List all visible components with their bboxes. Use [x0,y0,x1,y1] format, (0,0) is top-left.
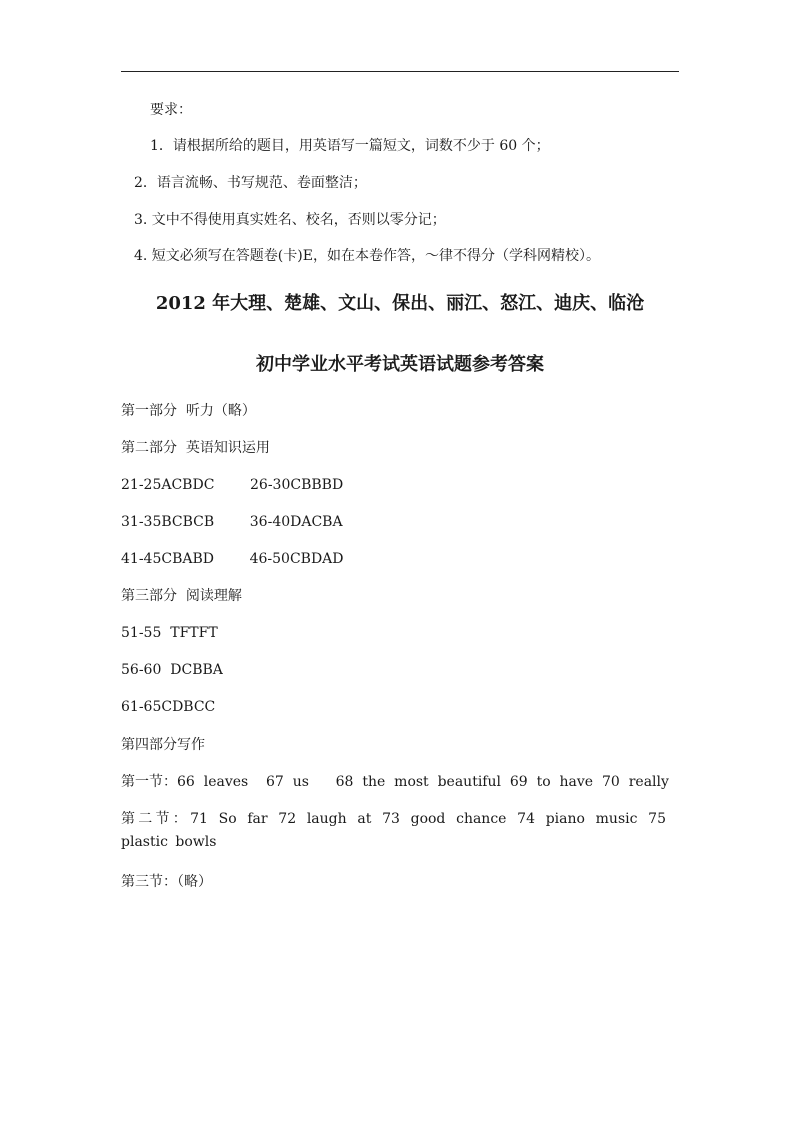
part-1-answers: 第一节：66 leaves 67 us 68 the most beautiful 69 to have 70 really [121,774,669,790]
answers-31-40: 31-35BCBCB 36-40DACBA [121,514,343,530]
requirement-item-1: 1．请根据所给的题目，用英语写一篇短文，词数不少于 60 个； [150,138,550,154]
requirement-item-4: 4. 短文必须写在答题卷(卡)E，如在本卷作答，～律不得分（学科网精校）。 [134,248,600,264]
section-1-listening: 第一部分 听力（略） [121,403,256,419]
requirement-item-3: 3. 文中不得使用真实姓名、校名，否则以零分记； [134,212,446,228]
header-rule [121,71,679,72]
requirements-label: 要求： [150,102,192,118]
answers-21-30: 21-25ACBDC 26-30CBBBD [121,477,344,493]
answers-41-50: 41-45CBABD 46-50CBDAD [121,551,344,567]
answers-51-55: 51-55 TFTFT [121,625,218,641]
requirement-item-2: 2．语言流畅、书写规范、卷面整洁； [134,175,367,191]
answer-title-line-2: 初中学业水平考试英语试题参考答案 [256,354,544,375]
answers-56-60: 56-60 DCBBA [121,662,223,678]
section-3-reading: 第三部分 阅读理解 [121,588,242,604]
answers-61-65: 61-65CDBCC [121,699,216,715]
answer-title-line-1: 2012 年大理、楚雄、文山、保出、丽江、怒江、迪庆、临沧 [155,293,645,314]
part-3-answers: 第三节：（略） [121,874,212,890]
section-4-writing: 第四部分写作 [121,737,205,753]
part-2-answers: 第二节：71 So far 72 laugh at 73 good chance 74 piano music 75 plastic bowls [121,811,666,850]
section-2-knowledge: 第二部分 英语知识运用 [121,440,270,456]
